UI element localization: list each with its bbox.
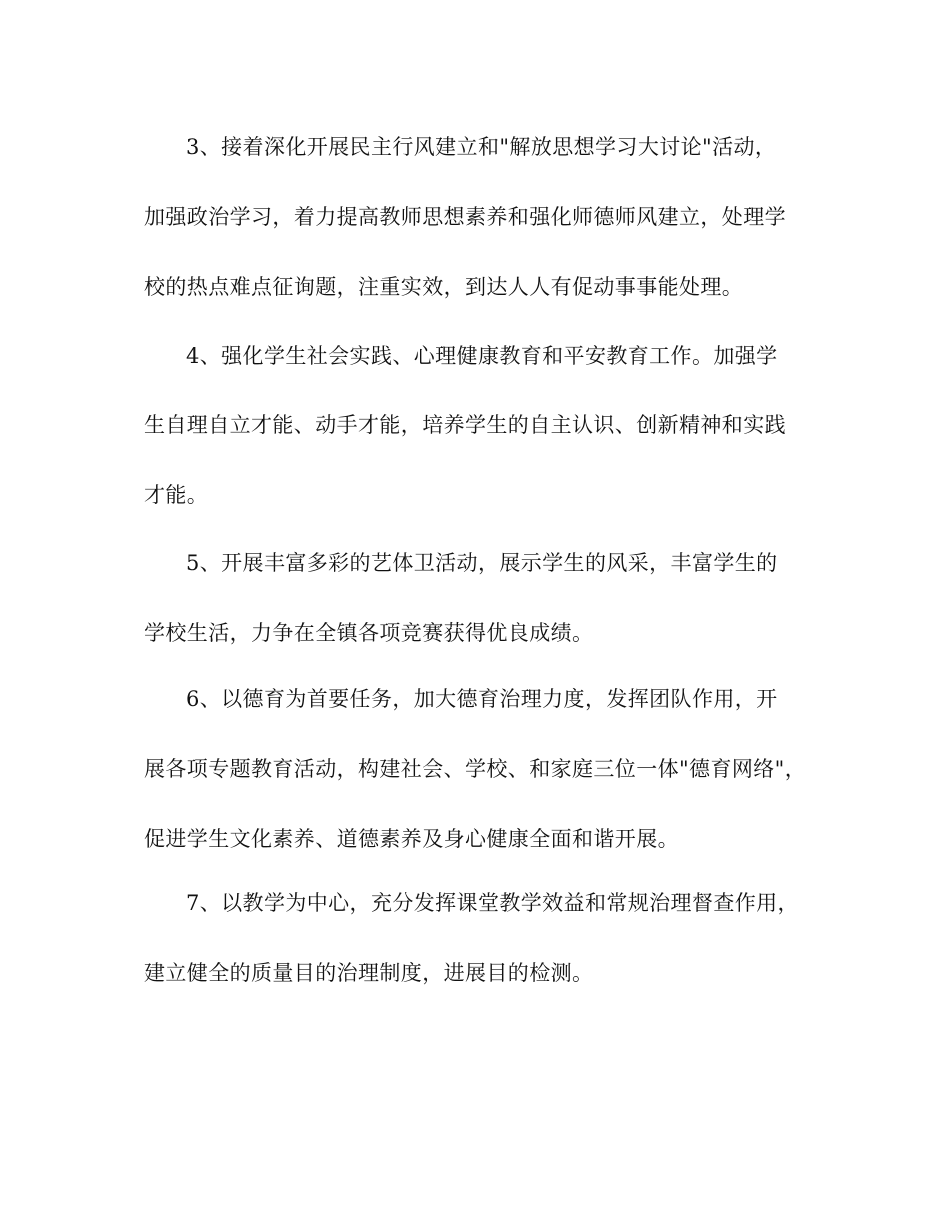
paragraph-3-line-1: 3、接着深化开展民主行风建立和"解放思想学习大讨论"活动， xyxy=(186,135,777,159)
paragraph-6-line-2: 展各项专题教育活动，构建社会、学校、和家庭三位一体"德育网络"， xyxy=(144,757,807,781)
paragraph-5-line-1: 5、开展丰富多彩的艺体卫活动，展示学生的风采，丰富学生的 xyxy=(186,551,778,575)
paragraph-3-line-2: 加强政治学习，着力提高教师思想素养和强化师德师风建立，处理学 xyxy=(144,205,786,229)
paragraph-4-line-3: 才能。 xyxy=(144,483,209,507)
paragraph-4-line-1: 4、强化学生社会实践、心理健康教育和平安教育工作。加强学 xyxy=(186,344,778,368)
paragraph-7-line-2: 建立健全的质量目的治理制度，进展目的检测。 xyxy=(144,961,594,985)
paragraph-6-line-1: 6、以德育为首要任务，加大德育治理力度，发挥团队作用，开 xyxy=(186,687,778,711)
paragraph-5-line-2: 学校生活，力争在全镇各项竞赛获得优良成绩。 xyxy=(144,621,594,645)
paragraph-6-line-3: 促进学生文化素养、道德素养及身心健康全面和谐开展。 xyxy=(144,827,679,851)
paragraph-4-line-2: 生自理自立才能、动手才能，培养学生的自主认识、创新精神和实践 xyxy=(144,413,786,437)
paragraph-3-line-3: 校的热点难点征询题，注重实效，到达人人有促动事事能处理。 xyxy=(144,275,744,299)
paragraph-7-line-1: 7、以教学为中心，充分发挥课堂教学效益和常规治理督查作用， xyxy=(186,891,799,915)
